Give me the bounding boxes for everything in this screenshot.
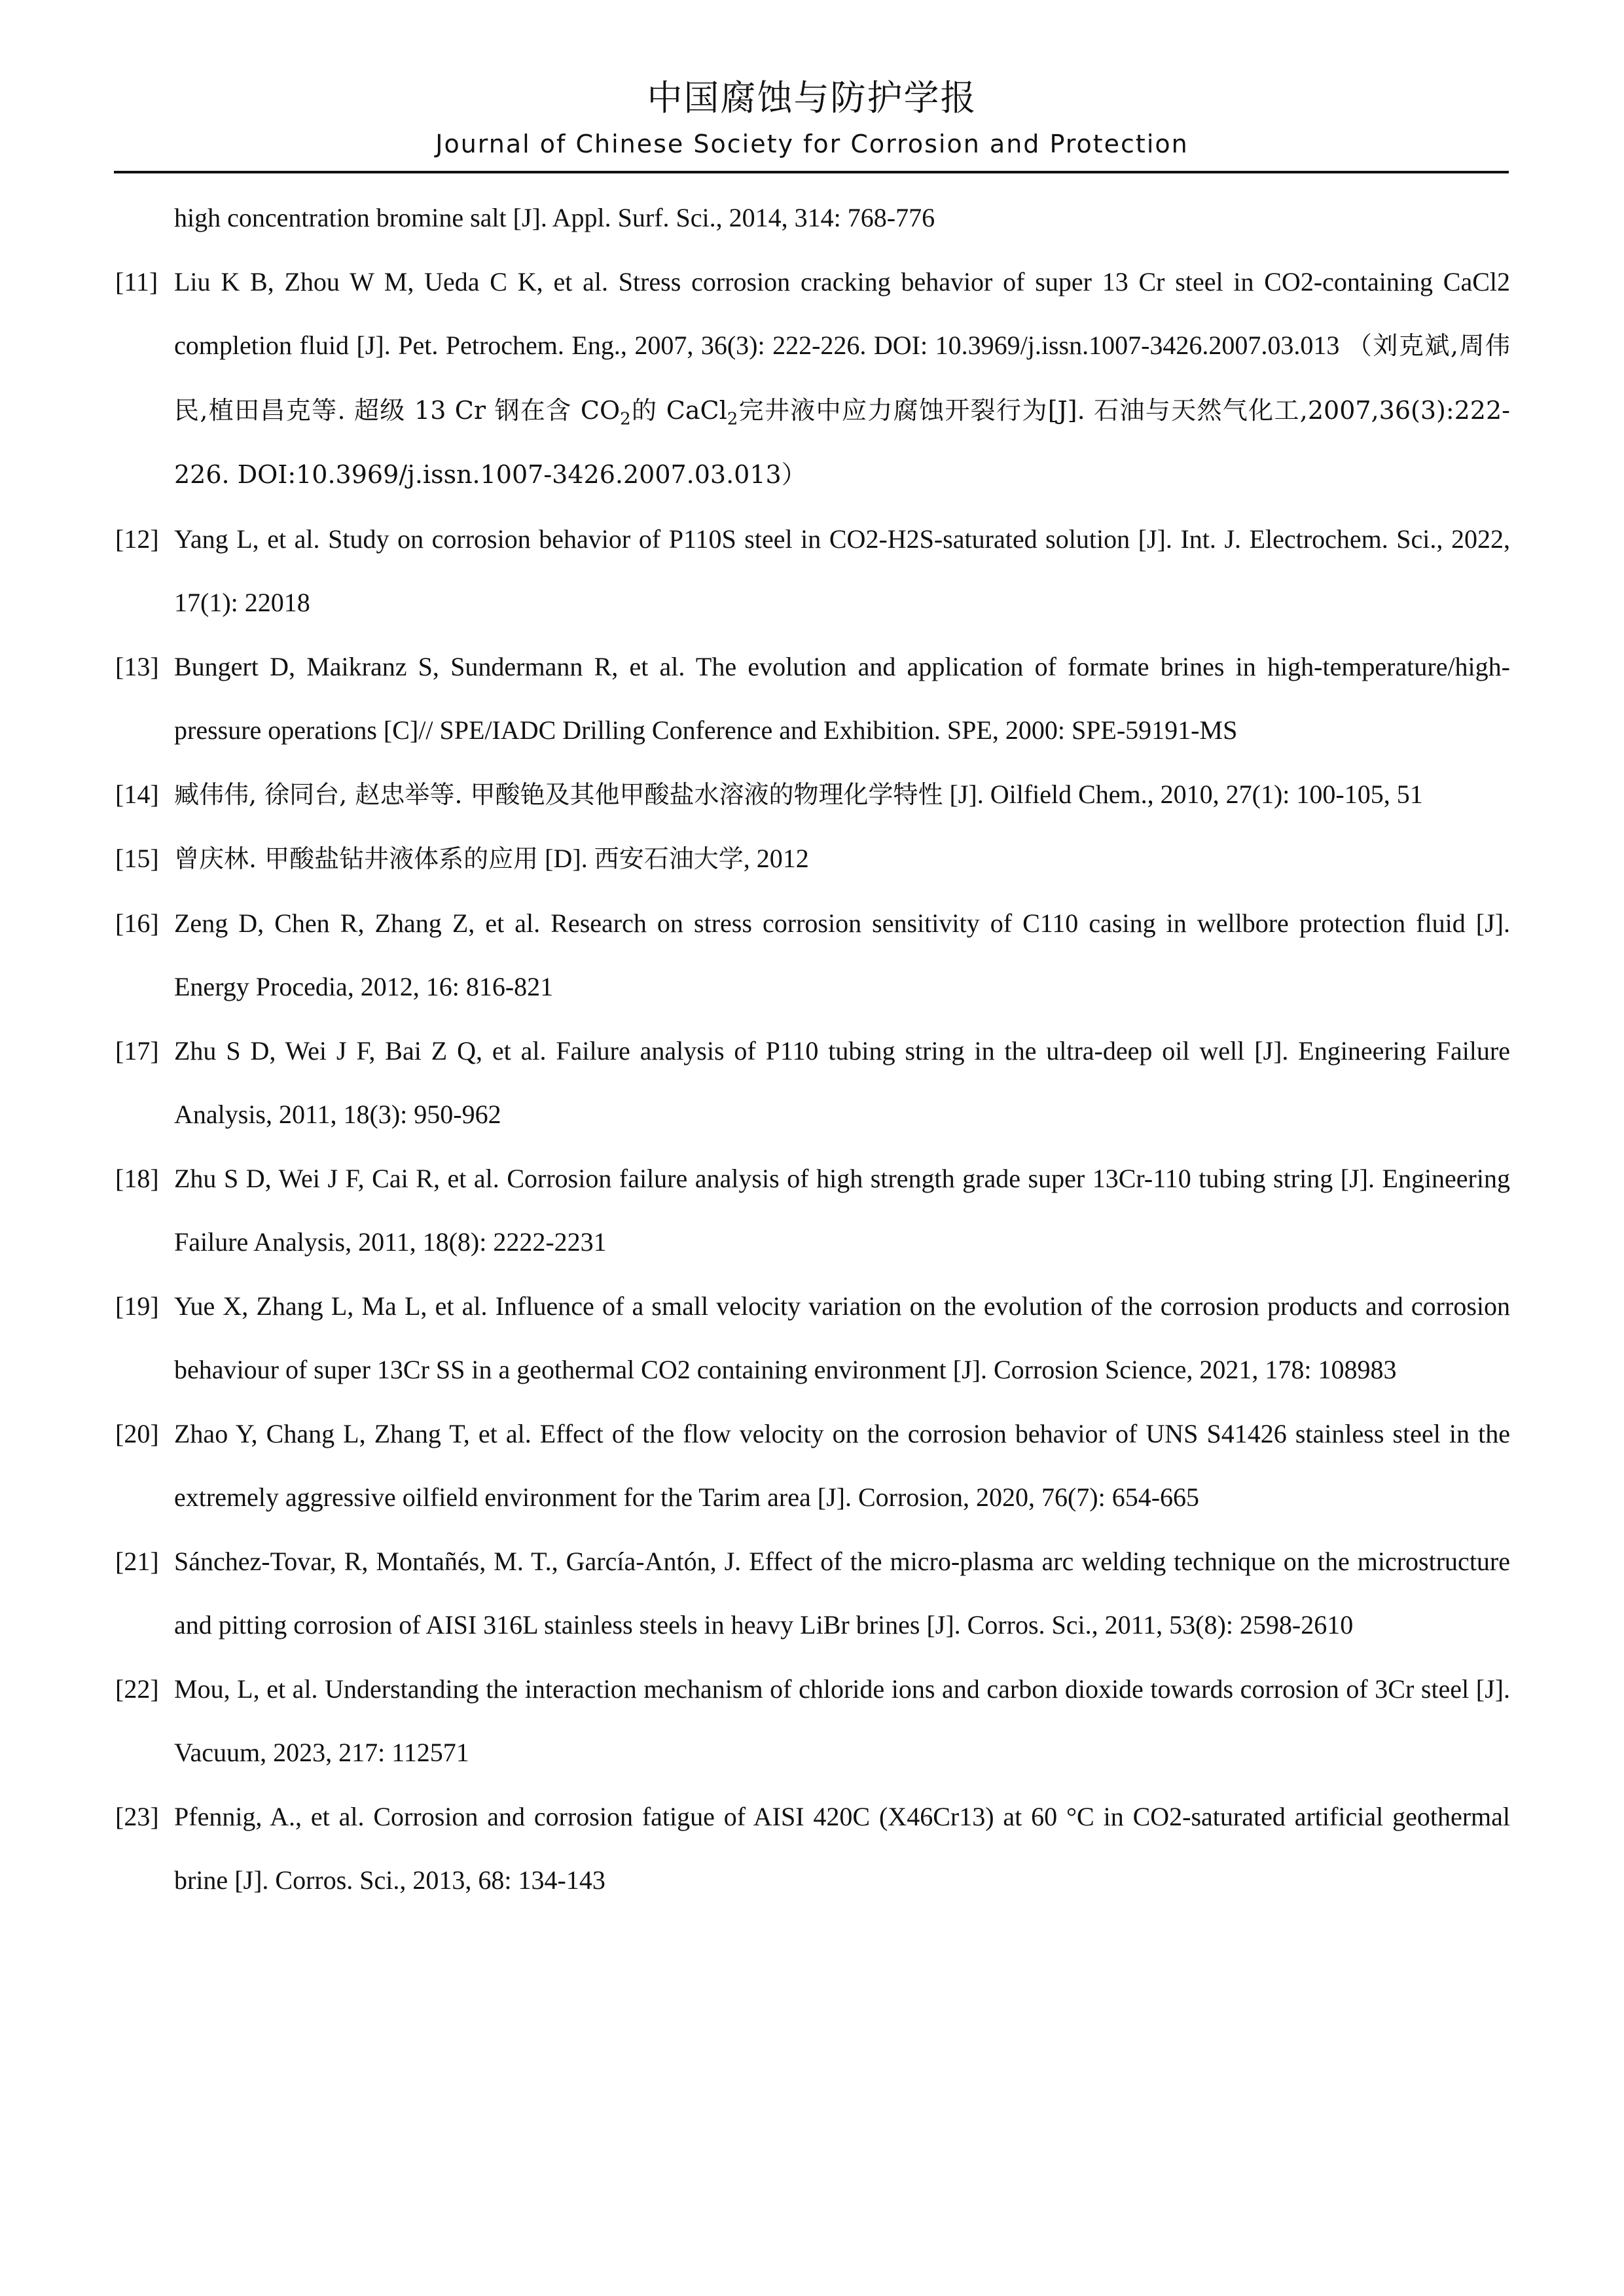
reference-body: Mou, L, et al. Understanding the interaction mechanism of chloride ions and carbon dioxide towards corrosion of 3Cr steel [J]. Vacuum, 2023, 217: 112571 bbox=[174, 1674, 1510, 1767]
reference-number: [22] bbox=[115, 1674, 159, 1704]
reference-item bbox=[115, 1402, 1510, 1530]
reference-item bbox=[115, 507, 1510, 635]
reference-item bbox=[115, 762, 1510, 827]
reference-number: [11] bbox=[115, 266, 158, 296]
translation-part: 完井液中应力腐蚀开裂行为[J]. 石油与天然气化工,2007,36(3):222-226. DOI:10.3969/j.issn.1007-3426.2007.03.013） bbox=[174, 395, 1510, 489]
reference-body: Zeng D, Chen R, Zhang Z, et al. Research on stress corrosion sensitivity of C110 casing in wellbore protection fluid [J]. Energy Procedia, 2012, 16: 816-821 bbox=[174, 908, 1510, 1001]
reference-item bbox=[115, 1530, 1510, 1657]
reference-number: [15] bbox=[115, 844, 159, 873]
reference-item bbox=[115, 1785, 1510, 1912]
journal-title-cn: 中国腐蚀与防护学报 bbox=[647, 77, 977, 118]
reference-body: Zhu S D, Wei J F, Bai Z Q, et al. Failure analysis of P110 tubing string in the ultra-deep oil well [J]. Engineering Failure Analysis, 2011, 18(3): 950-962 bbox=[174, 1035, 1510, 1129]
reference-body: Sánchez-Tovar, R, Montañés, M. T., García-Antón, J. Effect of the micro-plasma arc welding technique on the microstructure and pitting corrosion of AISI 316L stainless steels in heavy LiBr brines [J]. Corros. Sci., 2011, 53(8): 2598-2610 bbox=[174, 1546, 1510, 1640]
reference-number: [20] bbox=[115, 1418, 159, 1448]
page-header bbox=[0, 0, 1624, 178]
reference-text bbox=[174, 762, 1510, 827]
reference-text bbox=[174, 250, 1510, 507]
reference-body: Liu K B, Zhou W M, Ueda C K, et al. Stress corrosion cracking behavior of super 13 Cr steel in CO2-containing CaCl2 completion fluid [J]. Pet. Petrochem. Eng., 2007, 36(3): 222-226. DOI: 10.3969/j.issn.1007-3426.2007.03.013 bbox=[174, 266, 1510, 360]
reference-number: [21] bbox=[115, 1546, 159, 1576]
reference-authors-cn: 曾庆林. 甲酸盐钻井液体系的应用 bbox=[174, 844, 539, 873]
reference-number: [17] bbox=[115, 1035, 159, 1066]
reference-institution-cn: 西安石油大学 bbox=[594, 844, 744, 873]
journal-title-en: Journal of Chinese Society for Corrosion and Protection bbox=[435, 130, 1189, 158]
reference-body: Yang L, et al. Study on corrosion behavior of P110S steel in CO2-H2S-saturated solution [J]. Int. J. Electrochem. Sci., 2022, 17(1): 22018 bbox=[174, 524, 1510, 617]
reference-number: [12] bbox=[115, 524, 159, 554]
reference-list bbox=[115, 186, 1510, 1912]
reference-item bbox=[115, 1274, 1510, 1402]
reference-body: [J]. Oilfield Chem., 2010, 27(1): 100-105, 51 bbox=[943, 779, 1423, 809]
translation-part: （刘克斌,周伟民,植田昌克等. 超级 13 Cr 钢在含 CO bbox=[174, 331, 1511, 425]
header-rule bbox=[114, 171, 1509, 173]
reference-authors-cn: 臧伟伟, 徐同台, 赵忠举等. 甲酸铯及其他甲酸盐水溶液的物理化学特性 bbox=[174, 780, 943, 809]
reference-item bbox=[115, 1657, 1510, 1785]
reference-item bbox=[115, 827, 1510, 891]
reference-body: Zhao Y, Chang L, Zhang T, et al. Effect of the flow velocity on the corrosion behavior of UNS S41426 stainless steel in the extremely aggressive oilfield environment for the Tarim area [J]. Corrosion, 2020, 76(7): 654-665 bbox=[174, 1418, 1510, 1512]
reference-item bbox=[115, 891, 1510, 1019]
subscript: 2 bbox=[620, 409, 631, 429]
reference-body: Pfennig, A., et al. Corrosion and corrosion fatigue of AISI 420C (X46Cr13) at 60 °C in CO2-saturated artificial geothermal brine [J]. Corros. Sci., 2013, 68: 134-143 bbox=[174, 1801, 1510, 1895]
reference-number: [16] bbox=[115, 908, 159, 938]
reference-number: [13] bbox=[115, 651, 159, 681]
reference-item bbox=[115, 1147, 1510, 1274]
reference-text bbox=[174, 827, 1510, 891]
reference-item bbox=[115, 1019, 1510, 1147]
reference-body: Zhu S D, Wei J F, Cai R, et al. Corrosion failure analysis of high strength grade super 13Cr-110 tubing string [J]. Engineering Failure Analysis, 2011, 18(8): 2222-2231 bbox=[174, 1163, 1510, 1257]
reference-number: [23] bbox=[115, 1801, 159, 1831]
reference-body: [D]. bbox=[538, 844, 594, 873]
reference-continuation: high concentration bromine salt [J]. Appl. Surf. Sci., 2014, 314: 768-776 bbox=[174, 203, 935, 232]
reference-number: [14] bbox=[115, 779, 159, 809]
reference-year: , 2012 bbox=[743, 844, 809, 873]
translation-part: 的 CaCl bbox=[630, 395, 727, 425]
reference-number: [18] bbox=[115, 1163, 159, 1193]
reference-item bbox=[115, 635, 1510, 762]
reference-number: [19] bbox=[115, 1291, 159, 1321]
reference-body: Bungert D, Maikranz S, Sundermann R, et al. The evolution and application of formate brines in high-temperature/high-pressure operations [C]// SPE/IADC Drilling Conference and Exhibition. SPE, 2000: SPE-59191-MS bbox=[174, 651, 1510, 745]
reference-body: Yue X, Zhang L, Ma L, et al. Influence of a small velocity variation on the evolution of the corrosion products and corrosion behaviour of super 13Cr SS in a geothermal CO2 containing environment [J]. Corrosion Science, 2021, 178: 108983 bbox=[174, 1291, 1510, 1384]
subscript: 2 bbox=[727, 409, 738, 429]
reference-item bbox=[115, 250, 1510, 507]
